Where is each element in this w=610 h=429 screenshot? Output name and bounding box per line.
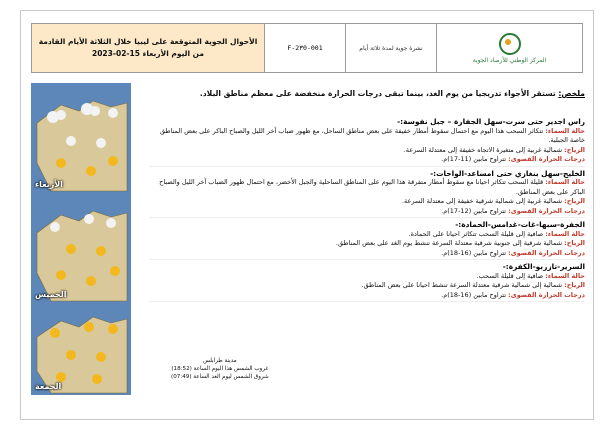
wind-line: الرياح: شمالية إلى شمالية شرقية معتدلة السرعة تنشط احيانا على بعض المناطق. [361,281,585,289]
libya-map-weather-icons [31,83,131,193]
forecast-map-day3 [31,303,131,395]
wind-line: الرياح: شمالية غربية إلى متغيرة الاتجاه خفيفة إلى معتدلة السرعة. [403,145,585,154]
meteo-logo-icon [499,33,521,55]
forecast-map-day2 [31,193,131,303]
org-block [437,24,582,72]
map-day-label: الأربعاء [35,180,63,189]
sky-line: حالة السماء: تتكاثر السحب هذا اليوم مع احتمال سقوط أمطار خفيفة على بعض مناطق الساحل، مع ظهور ضباب آخر الليل والصباح الباكر على بعض المناطق خاصة الجبلية. [159,126,585,144]
region-title: الخليج-سهل بنغازي حتى امساعد-الواحات:- [430,168,585,178]
summary-text: تستقر الأجواء تدريجيا من يوم الغد، بينما تبقى درجات الحرارة منخفضة على معظم مناطق البلاد. [199,89,556,98]
temp-line: درجات الحرارة القصوى: تتراوح مابين (11-17)م. [441,155,585,163]
region-section [149,220,585,260]
forecast-map-day1 [31,83,131,193]
temp-line: درجات الحرارة القصوى: تتراوح مابين (12-17)م. [441,206,585,215]
forecast-maps [31,83,131,395]
libya-map-weather-icons [31,193,131,303]
region-section [149,262,585,302]
temp-line: درجات الحرارة القصوى: تتراوح مابين (16-18)م. [441,290,585,299]
region-section [149,117,585,167]
sky-line: حالة السماء: قليلة السحب تتكاثر احيانا مع سقوط أمطار متفرقة هذا اليوم على المناطق الساحلية والجبل الأخضر، مع احتمال ظهور الضباب آخر الليل والصباح الباكر على بعض المناطق. [159,178,585,196]
city-name: مدينة طرابلس [203,358,237,364]
title-line-1: الأحوال الجوية المتوقعة على ليبيا خلال الثلاثة الأيام القادمة [38,37,258,46]
bulletin-title [32,24,265,72]
title-line-2: من اليوم الأربعاء 15-02-2023 [91,49,205,58]
form-code: F-2٣0-001 [265,24,346,72]
summary [149,89,585,98]
org-name: المركز الوطني للأرصاد الجوية [472,56,547,64]
regional-forecast [149,115,585,302]
header-table [31,23,583,73]
sky-line: حالة السماء: صافية إلى قليلة السحب. [476,271,585,280]
region-title: السرير-تازربو-الكفرة:- [502,262,585,271]
region-title: راس اجدير حتى سرت-سهل الجفارة – جبل نفوسة:- [397,117,585,126]
region-title: الجفرة-سبها-غات-غدامس-الحمادة:- [455,220,585,229]
region-section [149,169,585,219]
summary-label: ملخص: [558,89,585,98]
map-day-label: الجمعة [35,382,62,391]
sunset-time: غروب الشمس هذا اليوم الساعة (18:52) [171,366,269,372]
bulletin-page [20,10,594,420]
wind-line: الرياح: شمالية شرقية إلى جنوبية شرقية معتدلة السرعة تنشط يوم الغد على بعض المناطق. [335,239,585,247]
sunrise-time: شروق الشمس ليوم الغد الساعة (07:49) [171,374,269,380]
sky-line: حالة السماء: صافية إلى قليلة السحب تتكاثر احيانا على الحمادة. [408,229,585,238]
bulletin-subtitle: نشرة جوية لمدة ثلاثة أيام [346,24,437,72]
wind-line: الرياح: شمالية غربية إلى شمالية شرقية خفيفة إلى معتدلة السرعة. [401,197,585,205]
temp-line: درجات الحرارة القصوى: تتراوح مابين (16-18)م. [441,248,585,257]
map-day-label: الخميس [35,290,67,299]
city-sun-times [171,357,269,381]
